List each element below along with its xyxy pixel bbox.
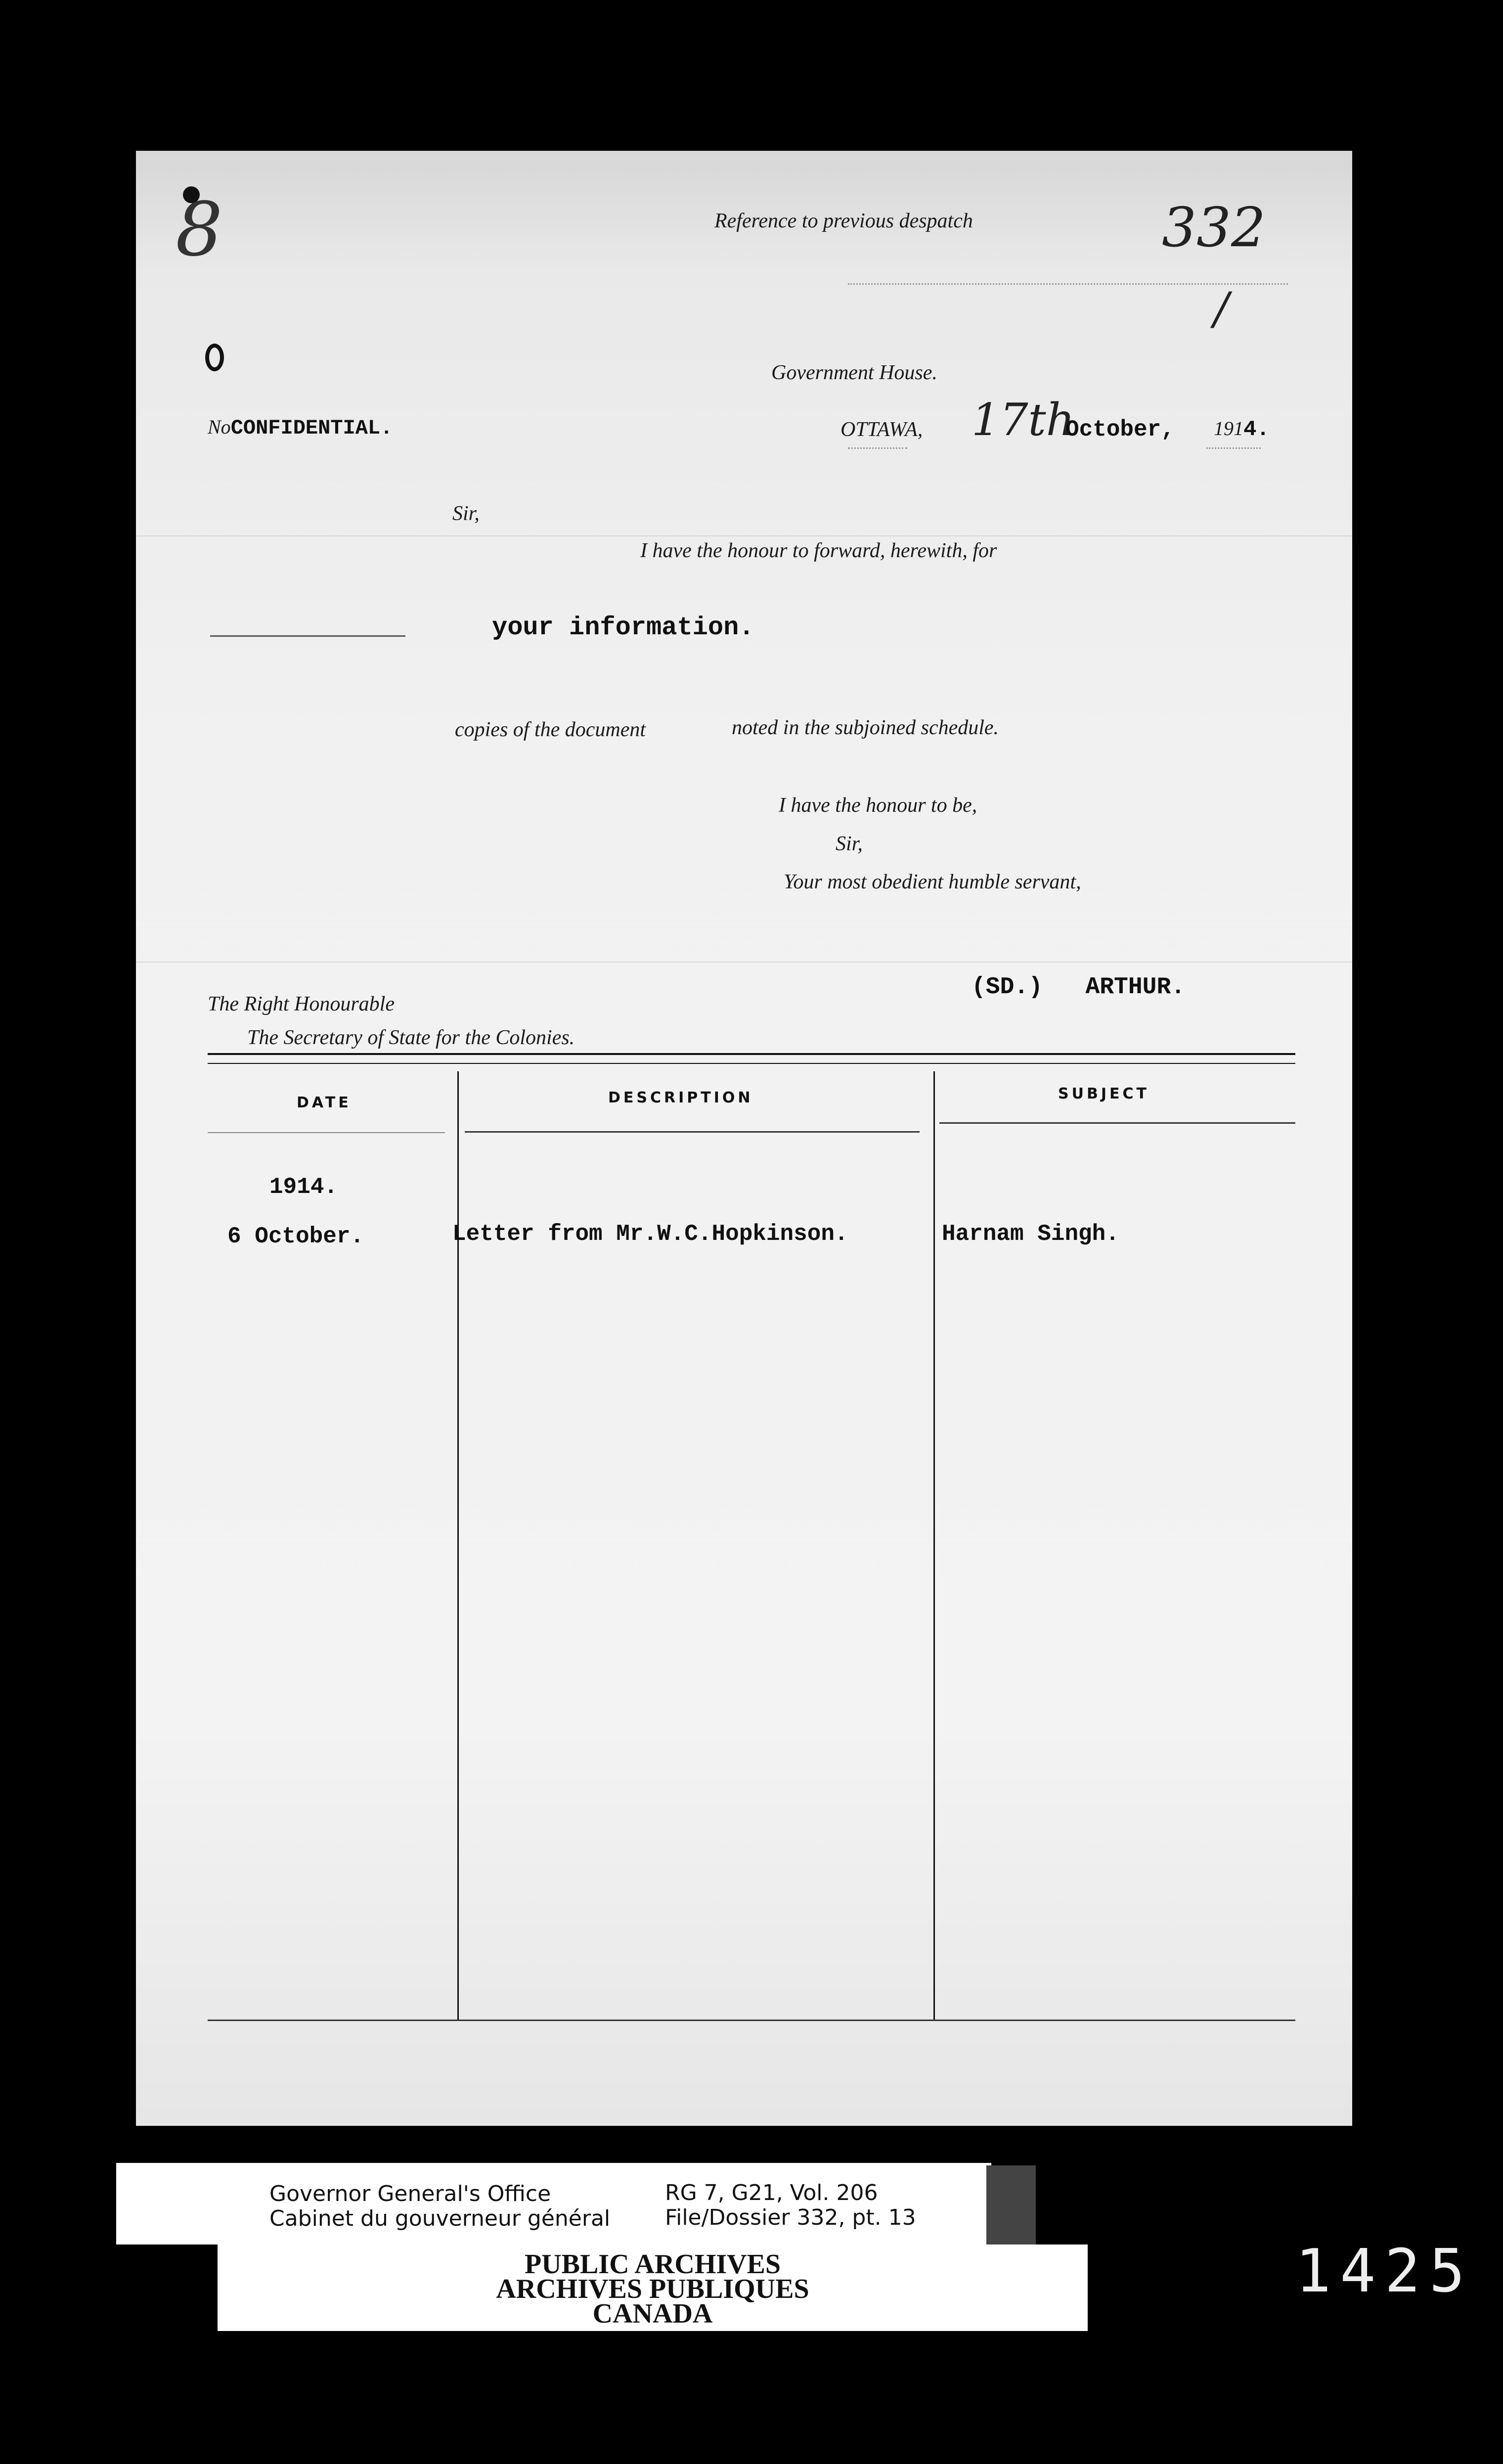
signature: (SD.) ARTHUR. (972, 974, 1186, 1001)
year-dotted-line (1206, 447, 1261, 449)
office-english: Governor General's Office (269, 2181, 551, 2206)
salutation: Sir, (452, 502, 480, 525)
date-day: 17th (972, 394, 1075, 446)
frame-number: 1425 (1295, 2237, 1474, 2306)
closing-line-1: I have the honour to be, (779, 794, 977, 817)
fold-line (136, 962, 1352, 963)
reference-number: 332 (1162, 196, 1266, 259)
row-date: 6 October. (227, 1224, 364, 1249)
number-label: No (208, 416, 231, 438)
reference-line-1: RG 7, G21, Vol. 206 (665, 2180, 878, 2205)
government-house-label: Government House. (771, 361, 937, 384)
number-value: CONFIDENTIAL. (230, 416, 393, 440)
column-divider (457, 1071, 459, 2020)
year-prefix: 191 (1214, 417, 1243, 440)
stamp-line-2: ARCHIVES PUBLIQUES (496, 2274, 809, 2304)
stamp-line-1: PUBLIC ARCHIVES (524, 2249, 781, 2280)
body-line-2b: noted in the subjoined schedule. (732, 716, 999, 739)
closing-line-3: Your most obedient humble servant, (784, 871, 1081, 893)
reference-tick: / (1214, 283, 1229, 335)
schedule-year: 1914. (269, 1174, 338, 1200)
row-description: Letter from Mr.W.C.Hopkinson. (452, 1221, 848, 1247)
column-header-date: DATE (297, 1094, 352, 1111)
date-year (1214, 417, 1270, 442)
letter-sheet (136, 151, 1352, 2126)
row-subject: Harnam Singh. (942, 1221, 1119, 1247)
stamp-line-3: CANADA (592, 2298, 713, 2329)
table-top-rule (208, 1053, 1295, 1055)
closing-line-2: Sir, (836, 833, 863, 855)
year-suffix: 4. (1243, 417, 1270, 442)
reference-line-2: File/Dossier 332, pt. 13 (665, 2205, 916, 2230)
place-label: OTTAWA, (840, 418, 923, 441)
column-header-description: DESCRIPTION (608, 1089, 753, 1106)
date-dotted-line (848, 447, 907, 449)
fold-line (136, 535, 1352, 536)
table-top-rule-2 (208, 1063, 1295, 1064)
date-month: October, (1065, 417, 1175, 442)
body-line-2a: copies of the document (455, 718, 646, 741)
margin-mark (205, 344, 224, 371)
addressee-line-1: The Right Honourable (208, 993, 395, 1015)
reference-label: Reference to previous despatch (714, 210, 973, 232)
column-divider (933, 1071, 935, 2020)
margin-number: 8 (176, 187, 223, 273)
despatch-number (208, 415, 393, 440)
body-line-1: I have the honour to forward, herewith, for (640, 539, 997, 562)
header-underline (465, 1131, 920, 1133)
column-header-subject: SUBJECT (1058, 1085, 1149, 1102)
blank-line (210, 635, 405, 637)
label-shadow (986, 2165, 1036, 2247)
header-underline (208, 1132, 445, 1133)
office-french: Cabinet du gouverneur général (269, 2206, 611, 2231)
table-bottom-rule (208, 2020, 1295, 2021)
purpose-text: your information. (492, 613, 754, 642)
header-underline (939, 1122, 1295, 1124)
addressee-line-2: The Secretary of State for the Colonies. (247, 1026, 575, 1049)
